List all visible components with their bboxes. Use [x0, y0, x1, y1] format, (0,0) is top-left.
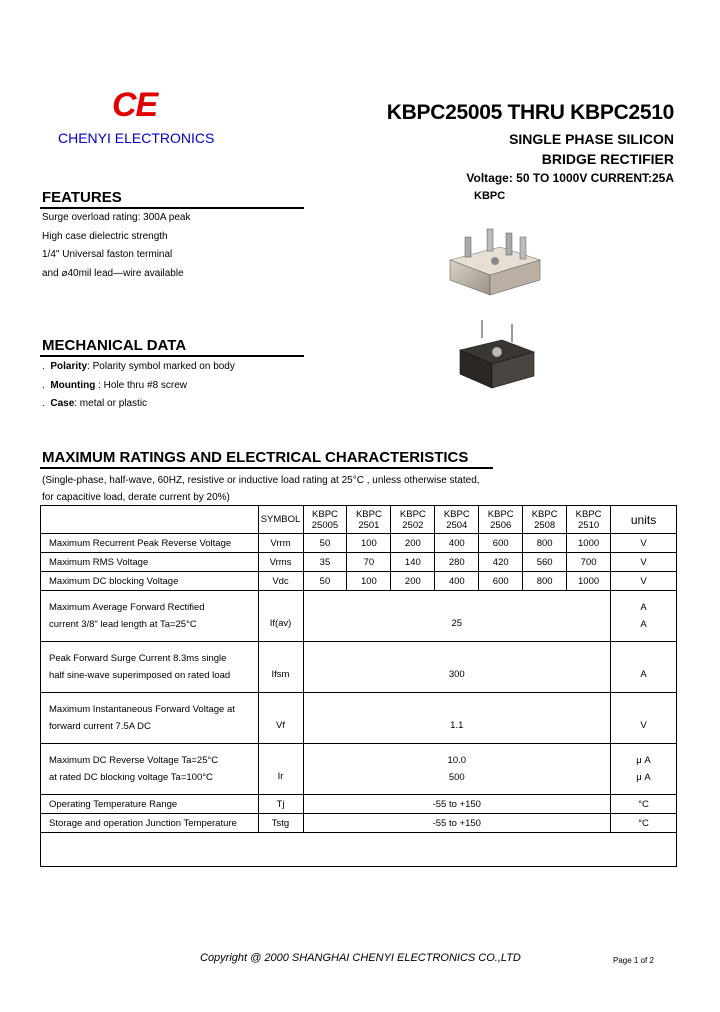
- header-model: KBPC 2510: [567, 506, 611, 534]
- table-row: [41, 534, 677, 553]
- mechanical-item-polarity: . Polarity: Polarity symbol marked on body: [42, 361, 235, 372]
- unit-cell: V: [611, 534, 677, 553]
- table-row: [41, 814, 677, 833]
- header-model: KBPC 2504: [435, 506, 479, 534]
- blank-cell: [41, 833, 677, 867]
- param-cell: Maximum Instantaneous Forward Voltage at forward current 7.5A DC: [41, 693, 259, 744]
- symbol-cell: If(av): [258, 591, 303, 642]
- mechanical-list: [42, 358, 235, 414]
- value-cell: 70: [347, 553, 391, 572]
- header-model: KBPC 2508: [523, 506, 567, 534]
- value-cell: -55 to +150: [303, 795, 611, 814]
- feature-item: 1/4" Universal faston terminal: [42, 249, 173, 260]
- param-cell: Maximum RMS Voltage: [41, 553, 259, 572]
- param-cell: Operating Temperature Range: [41, 795, 259, 814]
- mechanical-item-case: . Case: metal or plastic: [42, 398, 148, 409]
- feature-item: and ⌀40mil lead—wire available: [42, 267, 184, 279]
- value-cell: 25: [303, 591, 611, 642]
- company-logo: CE: [112, 86, 158, 124]
- value-cell: 400: [435, 534, 479, 553]
- ratings-note-2: for capacitive load, derate current by 20%): [42, 492, 230, 503]
- header-symbol: SYMBOL: [258, 506, 303, 534]
- value-cell: 100: [347, 572, 391, 591]
- value-cell: 1000: [567, 534, 611, 553]
- symbol-cell: Vf: [258, 693, 303, 744]
- mechanical-heading: MECHANICAL DATA: [42, 337, 187, 354]
- voltage-current-rating: Voltage: 50 TO 1000V CURRENT:25A: [466, 171, 674, 185]
- header-model: KBPC 25005: [303, 506, 347, 534]
- header-model: KBPC 2502: [391, 506, 435, 534]
- subtitle-line-1: SINGLE PHASE SILICON: [509, 131, 674, 147]
- param-cell: Peak Forward Surge Current 8.3ms single half sine-wave superimposed on rated load: [41, 642, 259, 693]
- value-cell: 560: [523, 553, 567, 572]
- param-cell: Maximum Average Forward Rectified current 3/8" lead length at Ta=25°C: [41, 591, 259, 642]
- table-row: [41, 642, 677, 693]
- param-cell: Maximum DC blocking Voltage: [41, 572, 259, 591]
- table-row: [41, 744, 677, 795]
- value-cell: 140: [391, 553, 435, 572]
- symbol-cell: Tstg: [258, 814, 303, 833]
- table-row: [41, 795, 677, 814]
- symbol-cell: Vrrm: [258, 534, 303, 553]
- value-cell: 400: [435, 572, 479, 591]
- value-cell: 50: [303, 572, 347, 591]
- value-cell: 50: [303, 534, 347, 553]
- param-cell: Storage and operation Junction Temperature: [41, 814, 259, 833]
- page-number: Page 1 of 2: [613, 956, 654, 965]
- value-cell: 200: [391, 534, 435, 553]
- header-param-cell: [41, 506, 259, 534]
- symbol-cell: Ifsm: [258, 642, 303, 693]
- features-list: [42, 209, 190, 283]
- symbol-cell: Tj: [258, 795, 303, 814]
- value-cell: 10.0 500: [303, 744, 611, 795]
- value-cell: 200: [391, 572, 435, 591]
- bridge-rectifier-package-top-icon: [440, 215, 550, 300]
- unit-cell: °C: [611, 814, 677, 833]
- part-title: KBPC25005 THRU KBPC2510: [386, 101, 674, 124]
- param-cell: Maximum DC Reverse Voltage Ta=25°C at rated DC blocking voltage Ta=100°C: [41, 744, 259, 795]
- value-cell: 35: [303, 553, 347, 572]
- copyright-footer: Copyright @ 2000 SHANGHAI CHENYI ELECTRONICS CO.,LTD: [200, 952, 521, 964]
- package-label: KBPC: [474, 190, 506, 202]
- value-cell: 1.1: [303, 693, 611, 744]
- value-cell: 700: [567, 553, 611, 572]
- value-cell: 280: [435, 553, 479, 572]
- table-blank-row: [41, 833, 677, 867]
- feature-item: High case dielectric strength: [42, 230, 168, 242]
- symbol-cell: Vdc: [258, 572, 303, 591]
- header-units: units: [611, 506, 677, 534]
- table-row: [41, 693, 677, 744]
- product-subtitle: [509, 129, 674, 169]
- table-row: [41, 553, 677, 572]
- company-name: CHENYI ELECTRONICS: [58, 130, 215, 146]
- value-cell: 800: [523, 534, 567, 553]
- table-row: [41, 572, 677, 591]
- feature-item: Surge overload rating: 300A peak: [42, 212, 191, 223]
- unit-cell: A: [611, 642, 677, 693]
- unit-cell: V: [611, 572, 677, 591]
- symbol-cell: Vrms: [258, 553, 303, 572]
- value-cell: 1000: [567, 572, 611, 591]
- mechanical-item-mounting: . Mounting : Hole thru #8 screw: [42, 379, 188, 391]
- bridge-rectifier-package-bottom-icon: [452, 318, 542, 393]
- ratings-table: [40, 505, 677, 867]
- value-cell: -55 to +150: [303, 814, 611, 833]
- symbol-cell: Ir: [258, 744, 303, 795]
- table-header-row: [41, 506, 677, 534]
- header-model: KBPC 2506: [479, 506, 523, 534]
- param-cell: Maximum Recurrent Peak Reverse Voltage: [41, 534, 259, 553]
- value-cell: 420: [479, 553, 523, 572]
- unit-cell: °C: [611, 795, 677, 814]
- ratings-note-1: (Single-phase, half-wave, 60HZ, resistive or inductive load rating at 25°C , unless otherwise stated,: [42, 475, 480, 486]
- ratings-rule: [40, 467, 493, 469]
- value-cell: 300: [303, 642, 611, 693]
- table-row: [41, 591, 677, 642]
- value-cell: 100: [347, 534, 391, 553]
- value-cell: 800: [523, 572, 567, 591]
- header-model: KBPC 2501: [347, 506, 391, 534]
- unit-cell: V: [611, 553, 677, 572]
- unit-cell: V: [611, 693, 677, 744]
- value-cell: 600: [479, 572, 523, 591]
- ratings-heading: MAXIMUM RATINGS AND ELECTRICAL CHARACTERISTICS: [42, 449, 469, 466]
- unit-cell: μ A μ A: [611, 744, 677, 795]
- features-heading: FEATURES: [42, 189, 122, 206]
- subtitle-line-2: BRIDGE RECTIFIER: [541, 151, 674, 167]
- mechanical-rule: [40, 355, 304, 357]
- value-cell: 600: [479, 534, 523, 553]
- unit-cell: A A: [611, 591, 677, 642]
